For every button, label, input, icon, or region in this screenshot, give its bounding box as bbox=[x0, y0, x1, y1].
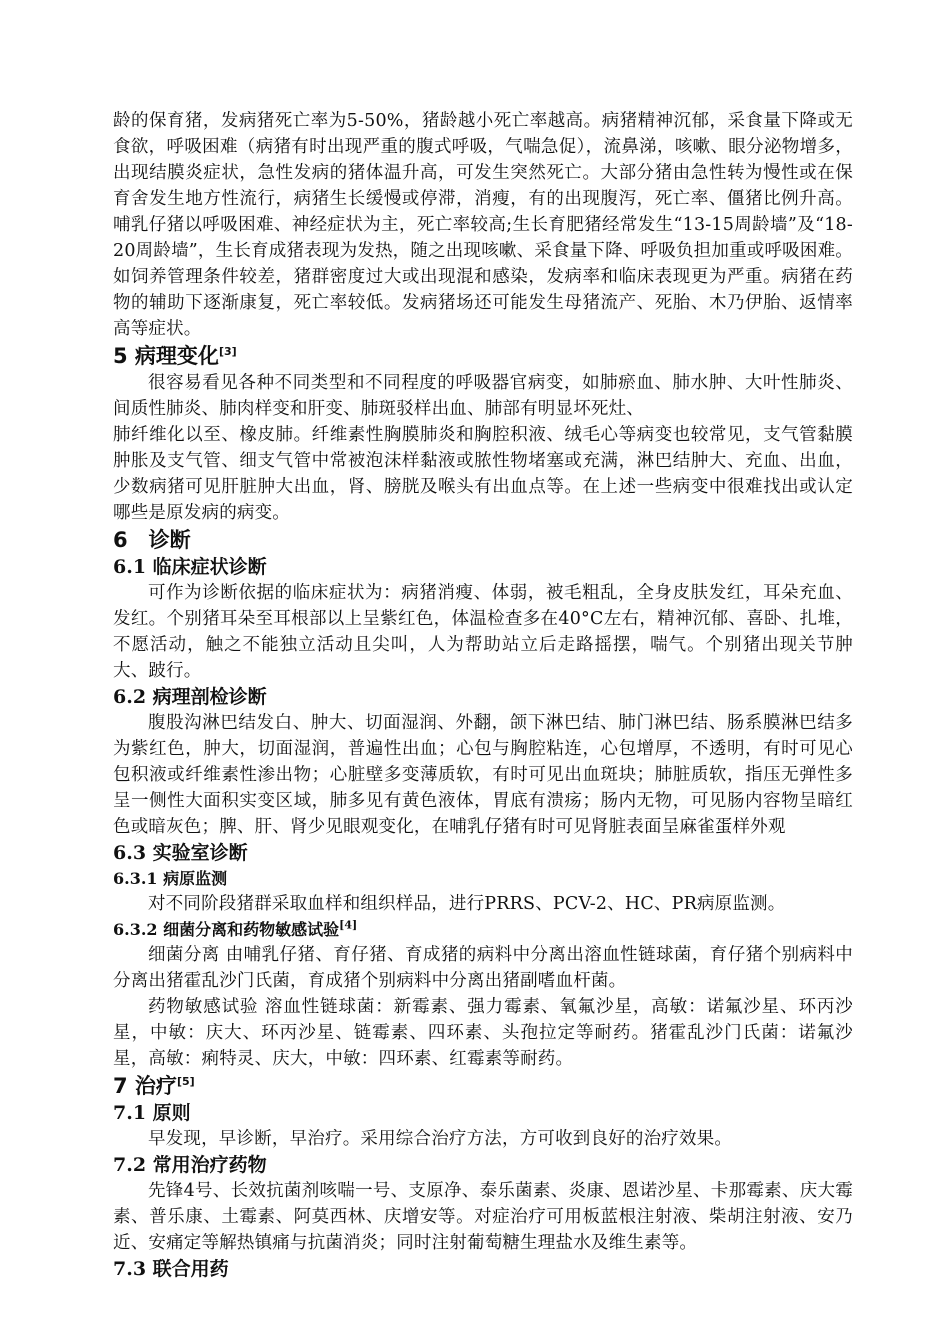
citation-5: [5] bbox=[176, 1075, 195, 1088]
heading-section-7-title: 7 治疗 bbox=[113, 1074, 177, 1098]
heading-6-3-2 bbox=[113, 917, 853, 942]
paragraph-pathogen-monitoring: 对不同阶段猪群采取血样和组织样品，进行PRRS、PCV-2、HC、PR病原监测。 bbox=[148, 894, 786, 914]
heading-section-7 bbox=[113, 1072, 853, 1100]
heading-7-1: 7.1 原则 bbox=[113, 1102, 191, 1124]
heading-6-3-1: 6.3.1 病原监测 bbox=[113, 869, 228, 888]
paragraph-bacteria-isolation: 细菌分离 由哺乳仔猪、育仔猪、育成猪的病料中分离出溶血性链球菌，育仔猪个别病料中分离出猪霍乱沙门氏菌，育成猪个别病料中分离出猪副嗜血杆菌。 bbox=[113, 945, 853, 991]
citation-4: [4] bbox=[339, 918, 358, 932]
heading-7-3: 7.3 联合用药 bbox=[113, 1258, 229, 1280]
heading-6-2: 6.2 病理剖检诊断 bbox=[113, 686, 267, 708]
heading-section-5 bbox=[113, 342, 853, 370]
heading-section-6: 6 诊断 bbox=[113, 528, 191, 552]
paragraph-pathology-2: 肺纤维化以至、橡皮肺。纤维素性胸膜肺炎和胸腔积液、绒毛心等病变也较常见，支气管黏膜肿胀及支气管、细支气管中常被泡沫样黏液或脓性物堵塞或充满，淋巴结肿大、充血、出血，少数病猪可见肝脏肿大出血，肾、膀胱及喉头有出血点等。在上述一些病变中很难找出或认定哪些是原发病的病变。 bbox=[113, 425, 853, 523]
paragraph-pathology-1: 很容易看见各种不同类型和不同程度的呼吸器官病变，如肺瘀血、肺水肿、大叶性肺炎、间质性肺炎、肺肉样变和肝变、肺斑驳样出血、肺部有明显坏死灶、 bbox=[113, 373, 853, 419]
heading-6-3: 6.3 实验室诊断 bbox=[113, 842, 248, 864]
paragraph-clinical-diagnosis: 可作为诊断依据的临床症状为：病猪消瘦、体弱，被毛粗乱，全身皮肤发红，耳朵充血、发红。个别猪耳朵至耳根部以上呈紫红色，体温检查多在40°C左右，精神沉郁、喜卧、扎堆，不愿活动，触之不能独立活动且尖叫，人为帮助站立后走路摇摆，喘气。个别猪出现关节肿大、跛行。 bbox=[113, 583, 853, 681]
citation-3: [3] bbox=[218, 345, 237, 358]
paragraph-common-drugs: 先锋4号、长效抗菌剂咳喘一号、支原净、泰乐菌素、炎康、恩诺沙星、卡那霉素、庆大霉素、普乐康、土霉素、阿莫西林、庆增安等。对症治疗可用板蓝根注射液、柴胡注射液、安乃近、安痛定等解热镇痛与抗菌消炎；同时注射葡萄糖生理盐水及维生素等。 bbox=[113, 1181, 853, 1253]
paragraph-principle: 早发现，早诊断，早治疗。采用综合治疗方法，方可收到良好的治疗效果。 bbox=[148, 1129, 733, 1149]
paragraph-necropsy-diagnosis: 腹股沟淋巴结发白、肿大、切面湿润、外翻，颌下淋巴结、肺门淋巴结、肠系膜淋巴结多为紫红色，肿大，切面湿润，普遍性出血；心包与胸腔粘连，心包增厚，不透明，有时可见心包积液或纤维素性渗出物；心脏壁多变薄质软，有时可见出血斑块；肺脏质软，指压无弹性多呈一侧性大面积实变区域，肺多见有黄色液体，胃底有溃疡；肠内无物，可见肠内容物呈暗红色或暗灰色；脾、肝、肾少见眼观变化，在哺乳仔猪有时可见肾脏表面呈麻雀蛋样外观 bbox=[113, 713, 853, 837]
heading-section-5-title: 5 病理变化 bbox=[113, 344, 219, 368]
paragraph-symptoms: 龄的保育猪，发病猪死亡率为5-50%，猪龄越小死亡率越高。病猪精神沉郁，采食量下降或无食欲，呼吸困难（病猪有时出现严重的腹式呼吸，气喘急促），流鼻涕，咳嗽、眼分泌物增多，出现结膜炎症状，急性发病的猪体温升高，可发生突然死亡。大部分猪由急性转为慢性或在保育舍发生地方性流行，病猪生长缓慢或停滞，消瘦，有的出现腹泻，死亡率、僵猪比例升高。哺乳仔猪以呼吸困难、神经症状为主，死亡率较高;生长育肥猪经常发生“13-15周龄墙”及“18-20周龄墙”，生长育成猪表现为发热，随之出现咳嗽、采食量下降、呼吸负担加重或呼吸困难。如饲养管理条件较差，猪群密度过大或出现混和感染，发病率和临床表现更为严重。病猪在药物的辅助下逐渐康复，死亡率较低。发病猪场还可能发生母猪流产、死胎、木乃伊胎、返情率高等症状。 bbox=[113, 111, 853, 339]
heading-6-3-2-title: 6.3.2 细菌分离和药物敏感试验 bbox=[113, 920, 340, 939]
document-page bbox=[113, 108, 853, 1282]
heading-6-1: 6.1 临床症状诊断 bbox=[113, 556, 267, 578]
heading-7-2: 7.2 常用治疗药物 bbox=[113, 1154, 267, 1176]
paragraph-drug-sensitivity: 药物敏感试验 溶血性链球菌：新霉素、强力霉素、氧氟沙星，高敏：诺氟沙星、环丙沙星，中敏：庆大、环丙沙星、链霉素、四环素、头孢拉定等耐药。猪霍乱沙门氏菌：诺氟沙星，高敏：痢特灵、庆大，中敏：四环素、红霉素等耐药。 bbox=[113, 997, 853, 1069]
